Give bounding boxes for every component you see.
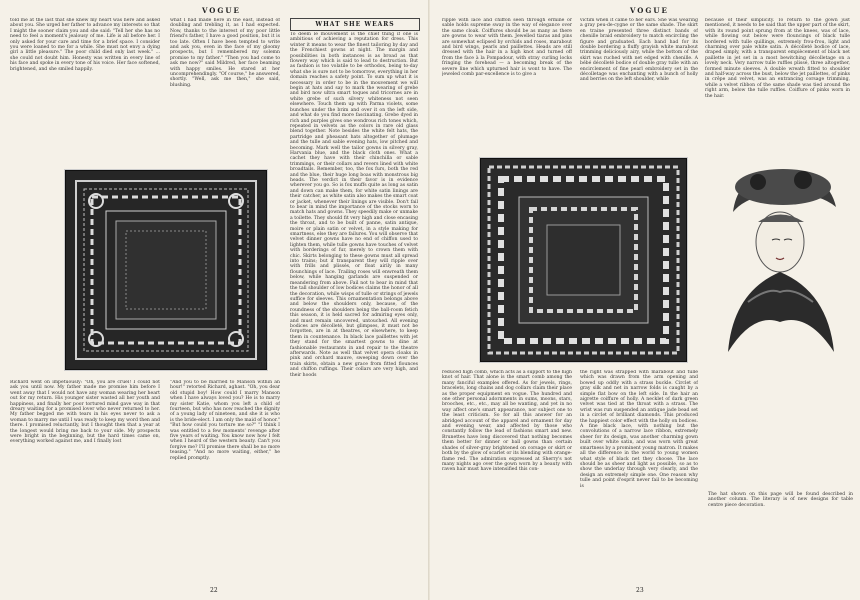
hat-illustration: [708, 152, 854, 398]
right-col1-top-text: ripple with lace and chiffon seen through ermine or sable holds supreme sway in the way of elegance over the same cloak. Coiffures should be as many as there are gowns to wear with them. Jewelled tiaras and pins are somewhat eclipsed by orchids and roses, marabout and bird wings, pearls and paillettes. Heads are still dressed with the hair in a high knot and turned off from the face à la Pompadour, with stray curling locks fringing the forehead — a becoming break of the severe line which upturned hair is wont to have. The jeweled comb par-excellence is to give a: [442, 18, 572, 78]
section-header-what-she-wears: WHAT SHE WEARS: [290, 18, 420, 31]
embroidered-square-photo-left: [65, 170, 267, 370]
hat-caption: The hat shown on this page will be found described in another column. The literary is of new designs for table centre piece decoration.: [708, 492, 853, 508]
left-col3-text: To deem le mouvement is the chief thing if one is ambitious of achieving a reputation for dress. This winter it means to wear the finest tailoring by day and the Frenchiest gowns at night. The margin and possibilities in both instances is as broad as that flowery way which is said to lead to destruction. But as fashion is too volatile to be orthodox, being to-day what she is sure not to be tomorrow, everything in her domain reaches a safety point. To sum up what it is necessary in order to be in the mouvement we will begin at hats and say to mark the wearing of grebe and bird now ultra smart toques and tricornes are in white grebe of such silvery whiteness not seen elsewhere. Touch them up with Parma violets, some bunches under the brim and over it on the left side, and what do you find more fascinating. Grebe dyed in rich and purples gives one wondrous rich tones which, repeated in velvets as the colors in rare old glass blend together. Note besides the white felt hats, the partridge and pheasant hats altogether of plumage and the tulle and sable evening hats, low pitched and becoming. Mark well the tailor gowns in silvery gray, Harvania blue, and the black cloth ones. What a cachet they have with their chinchilla or sable trimmings, or their collars and revers lined with white broadtails. Remember, too, the fox furs, both the red and the blue, their huge long boas with monstrous big heads. The verdict in their favor is in evidence wherever you go. So is fox muffs quite as long as satin and down can make them, for white satin linings are their catcher, as white satin also makes the smart coat or jacket, whenever their linings are visible. Don't fail to bear in mind the importance of the stocks worn to match hats and gowns. They speedily make or unmake a toilette. They should fit very high and close encasing the throat, and to be built of panne, satin antique, moire or plain satin or velvet, in a style making for smartness, else they are failures. You will observe that velvet dinner gowns have no end of chiffon used to lighten them, while tulle gowns have touches of velvet with borderings of fur, merely to crown them with chic. Skirts belonging to these gowns must all spread into trains; but if transparent they will ripple over with frills and plissés, or float airily in many flounchings of lace. Trailing roses will enwreath them below, while hanging garlands are suspended or meandering from above. Fail not to bear in mind that the tall shoulder of low bodices claims the honor of all the decoration, while wisps of tulle or strings of jewels suffice for sleeves. This ornamentation belongs above and below the shoulders only, because, of the roundness of the shoulders being the ball-room fetich this season, it is held sacred for admiring eyes only, and must remain uncovered, untouched. All evening bodices are décolleté, but glimpses, it must not be forgotten, are in at theatres, or elsewhere, to keep them in countenance. In black lace paillettes with jet they stand for the smartest gowns to dine at fashionable restaurants in and repair to the theatre afterwards. Note as well that velvet opera cloaks in pink and orchard mauve, sweeping down over the train skirts, obtain a new grace from fitted flounces and chiffon ruffings. Their collars are very high, and their hoods: [290, 32, 418, 378]
left-col1-bottom-text: Richard went on impetuously: "Oh, you are cruel! I could not ask you until now. My father made me promise him before I went away that I would not have any woman wearing her heart out for my return. His younger sister wasted all her youth and happiness, and finally her poor tortured mind gave way in that dreary waiting for a promised lover who never returned to her. My father begged me with tears in his eyes never to ask a woman to marry me until I was ready to keep my word then and there. I promised reluctantly, but I thought then that a year at the longest would bring me back to your side. My prospects were bright in the beginning, but the hard times came on, everything worked against me, and I finally lost: [10, 380, 160, 445]
folio-right: 23: [636, 587, 644, 594]
left-col1-top-text: told me at the last that she knew my heart was here and asked about you. She urged her father to advance my interests so that I might the sooner claim you and she said: "Tell her she has no need to feel a moment's jealousy of me. Life is all before her. I only asked for your care and time for a brief space. I consider you were loaned to me for a while. She must not envy a dying girl a little pleasure." The poor child died only last week." ... she could not doubt him. Honesty was written in every line of his face and spoke in every tone of his voice. Her face softened, brightened, and she smiled happily.: [10, 18, 160, 72]
right-col1-bottom-text: reduced high comb, which acts as a support to the high knot of hair. That alone is the smart comb among the many fanciful examples offered. As for jewels, rings, bracelets, long chains and dog collars claim their place as the proper equipment en vogue. The hundred and one other personal adornments in sums, moons, stars, brooches, etc., etc., may all be wanting, and yet in no way affect one's smart appearance, nor subject one to the least criticism. So for all this answer for an abridged account of the apparel and ornament for day and evening wear, and affected by those who constantly follow the lead of fashions smart and new. Brunettes have long discovered that nothing becomes them better for dinner or ball gowns than certain shades of silver-gray brightened on corsage or skirt or both by the glow of scarlet or its blending with orange-flame red. The admiration expressed at Sherry's not many nights ago over the gown worn by a beauty with raven hair must have intensified this con-: [442, 370, 572, 473]
folio-left: 22: [210, 587, 218, 594]
right-col3-top-text: because of their simplicity. To return to the gown just mentioned, it needs to be said that the upper part of the skirt, with its round point sprung from at the knees, was of lace, while flowing out below were flouncings of black tulle bordered with tulle quillings, extremely frou-frou, light and charming over pale white satin. A décolleté bodice of lace, draped simply, with a transparent empiècement of black net paillette in jet set in a most bewitching décolletage on a lovely neck. Very narrow tulle ruffles plissé, three altogether, formed minute sleeves. A double wreath fitted to shoulder and half-way across the bust, below the jet paillettes, of pinks in crêpe and velvet, was an entrancing corsage trimming, while a velvet ribbon of the same shade was tied around the right arm, below the tulle ruffles. Coiffure of pinks worn in the hair.: [705, 18, 850, 99]
running-head-right: VOGUE: [630, 6, 669, 15]
right-col2-top-text: victim when it came to her ears. She was wearing a gray peu-de-cygne or the same shade. The skirt en traine presented three distinct bands of chenille braid embroidery to match encircling the figure and graduated. Each band had for its double bordering a fluffy grayish white marabout trimming deliciously airy, while the bottom of the skirt was ruched with net edged with chenille. A bébé décolleté bodice of double gray tulle with an encirclement of fine pearl embroidery set in the décolletage was enchanting with a bunch of holly and berries on the left shoulder, while: [580, 18, 698, 83]
right-page: [430, 0, 860, 600]
embroidered-square-photo-right: [480, 158, 687, 362]
left-col2-top-text: what I had made here in the east, instead of doubling and trebling it, as I had expected. Now, thanks to the interest of my poor little friend's father, I have a good position, but it is too late. Often I have been tempted to write and ask you, even in the face of my gloomy prospects, but I remembered my solemn promise to my father." "Then you had come to ask me now?" said Mildred, her face beaming with happy smiles. He stared at her uncomprehendingly. "Of course," he answered, shortly. "Well, ask me then," she said, blushing.: [170, 18, 280, 88]
running-head-left: VOGUE: [202, 6, 241, 15]
left-col2-bottom-text: "And you to be married to Manson within an hour!" retorted Richard, aghast. "Oh, you dear old stupid boy! How could I marry Manson when I have always loved you? He is to marry my sister Katie, whom you left a child of fourteen, but who has now reached the dignity of a young lady of nineteen, and she it is who is the bride-elect. I am only the maid of honor." "But how could you torture me so?" "I think I was entitled to a few moments' revenge after five years of waiting. You know now how I felt when I heard of the western beauty. Can't you forgive me? I'll promise there shall be no more teasing." "And no more waiting, either," he replied promptly.: [170, 380, 280, 461]
right-col2-bottom-text: the right was strapped with marabout and tulle which was drawn from the arm opening and bowed up oddly with a strass buckle. Circlet of gray silk and net in narrow folds is caught by a simple flat bow on the left side. In the hair an aigrette coiffure of holly. A necklet of dark green velvet was tied at the throat with a strass. The wrist was run suspended an antique jade bead set in a circlet of brilliant diamonds. This produced the happiest color effect with the holly on bodices. A fine black lace, with nothing but the convolutions of a narrow lace ribbon, extremely sheer for its design, was another charming gown built over white satin, and was worn with great smartness by a prominent young matron. It makes all the difference in the world to young women what style of black net they choose. The lace should be as sheer and light as possible, so as to show the underlay through very clearly, and the design an extremely simple one. One reason why tulle and point d'esprit never fail to be becoming is: [580, 370, 698, 489]
